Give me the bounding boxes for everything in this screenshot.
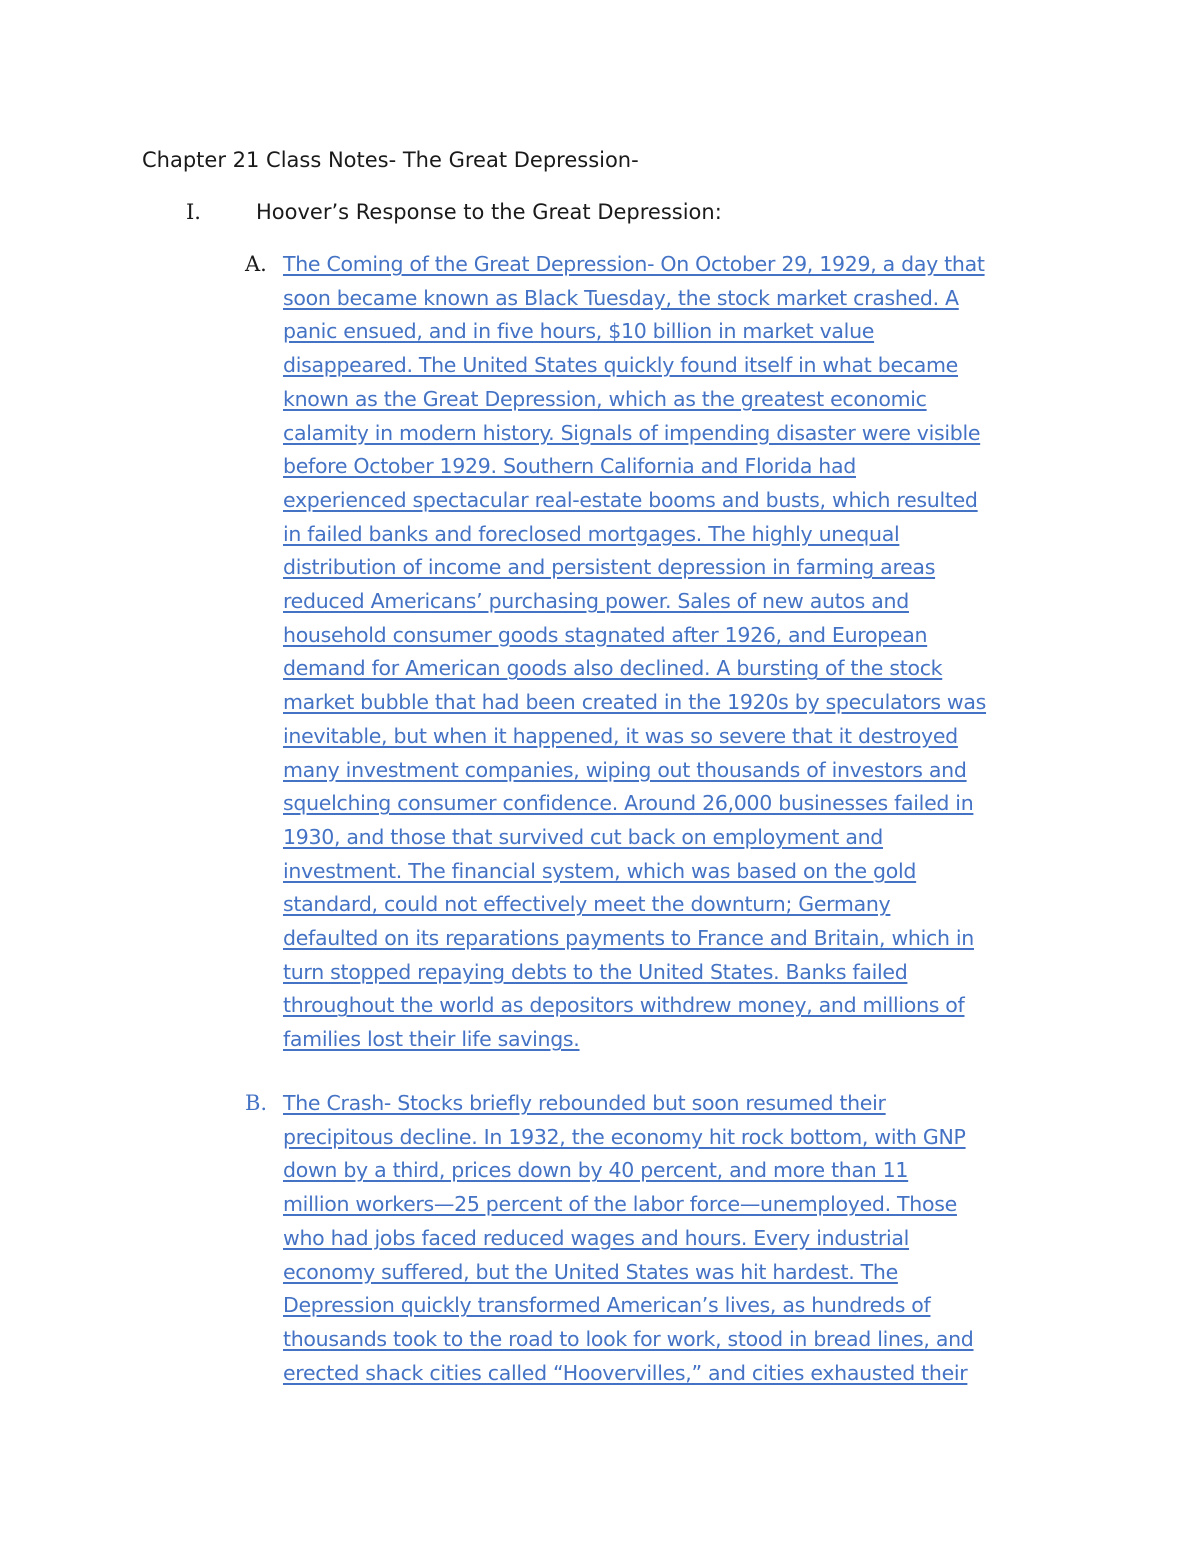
text-line: experienced spectacular real-estate booms and busts, which resulted <box>283 487 978 512</box>
text-line: who had jobs faced reduced wages and hours. Every industrial <box>283 1225 910 1250</box>
text-line: defaulted on its reparations payments to France and Britain, which in <box>283 926 974 951</box>
text-line: economy suffered, but the United States was hit hardest. The <box>283 1259 898 1284</box>
text-line: household consumer goods stagnated after 1926, and European <box>283 622 928 647</box>
text-line: demand for American goods also declined. A bursting of the stock <box>283 656 943 681</box>
text-line: families lost their life savings. <box>283 1027 580 1052</box>
text-line: market bubble that had been created in the 1920s by speculators was <box>283 690 987 715</box>
text-line: The Coming of the Great Depression- On October 29, 1929, a day that <box>283 252 985 276</box>
text-line: 1930, and those that survived cut back on employment and <box>283 824 883 849</box>
text-line: panic ensued, and in five hours, $10 billion in market value <box>283 319 875 344</box>
roman-numeral-marker: I. <box>186 200 201 224</box>
text-line: disappeared. The United States quickly found itself in what became <box>283 353 958 378</box>
list-letter-b: B. <box>245 1091 268 1115</box>
text-line: many investment companies, wiping out thousands of investors and <box>283 757 967 782</box>
list-letter-a: A. <box>245 252 267 276</box>
document-title: Chapter 21 Class Notes- The Great Depression- <box>142 148 639 172</box>
text-line: erected shack cities called “Hoovervilles,” and cities exhausted their <box>283 1360 968 1385</box>
text-line: distribution of income and persistent depression in farming areas <box>283 555 936 580</box>
text-line: inevitable, but when it happened, it was so severe that it destroyed <box>283 723 958 748</box>
text-line: known as the Great Depression, which as the greatest economic <box>283 386 927 411</box>
text-line: million workers—25 percent of the labor force—unemployed. Those <box>283 1192 957 1217</box>
section-heading <box>0 197 1200 229</box>
text-line: The Crash- Stocks briefly rebounded but soon resumed their <box>283 1091 886 1115</box>
list-item-b-text[interactable] <box>283 1087 1073 1390</box>
text-line: Depression quickly transformed American’s lives, as hundreds of <box>283 1293 931 1318</box>
text-line: before October 1929. Southern California and Florida had <box>283 454 856 479</box>
text-line: precipitous decline. In 1932, the economy hit rock bottom, with GNP <box>283 1124 966 1149</box>
text-line: squelching consumer confidence. Around 26,000 businesses failed in <box>283 791 974 816</box>
text-line: thousands took to the road to look for work, stood in bread lines, and <box>283 1326 974 1351</box>
text-line: investment. The financial system, which was based on the gold <box>283 858 917 883</box>
text-line: soon became known as Black Tuesday, the stock market crashed. A <box>283 285 959 310</box>
section-heading-text: Hoover’s Response to the Great Depression: <box>256 200 722 224</box>
text-line: in failed banks and foreclosed mortgages. The highly unequal <box>283 521 900 546</box>
text-line: reduced Americans’ purchasing power. Sales of new autos and <box>283 589 909 614</box>
text-line: down by a third, prices down by 40 percent, and more than 11 <box>283 1158 909 1183</box>
list-item-a-text[interactable] <box>283 248 1073 1057</box>
text-line: throughout the world as depositors withdrew money, and millions of <box>283 993 965 1018</box>
text-line: turn stopped repaying debts to the United States. Banks failed <box>283 959 908 984</box>
text-line: calamity in modern history. Signals of impending disaster were visible <box>283 420 981 445</box>
text-line: standard, could not effectively meet the downturn; Germany <box>283 892 891 917</box>
